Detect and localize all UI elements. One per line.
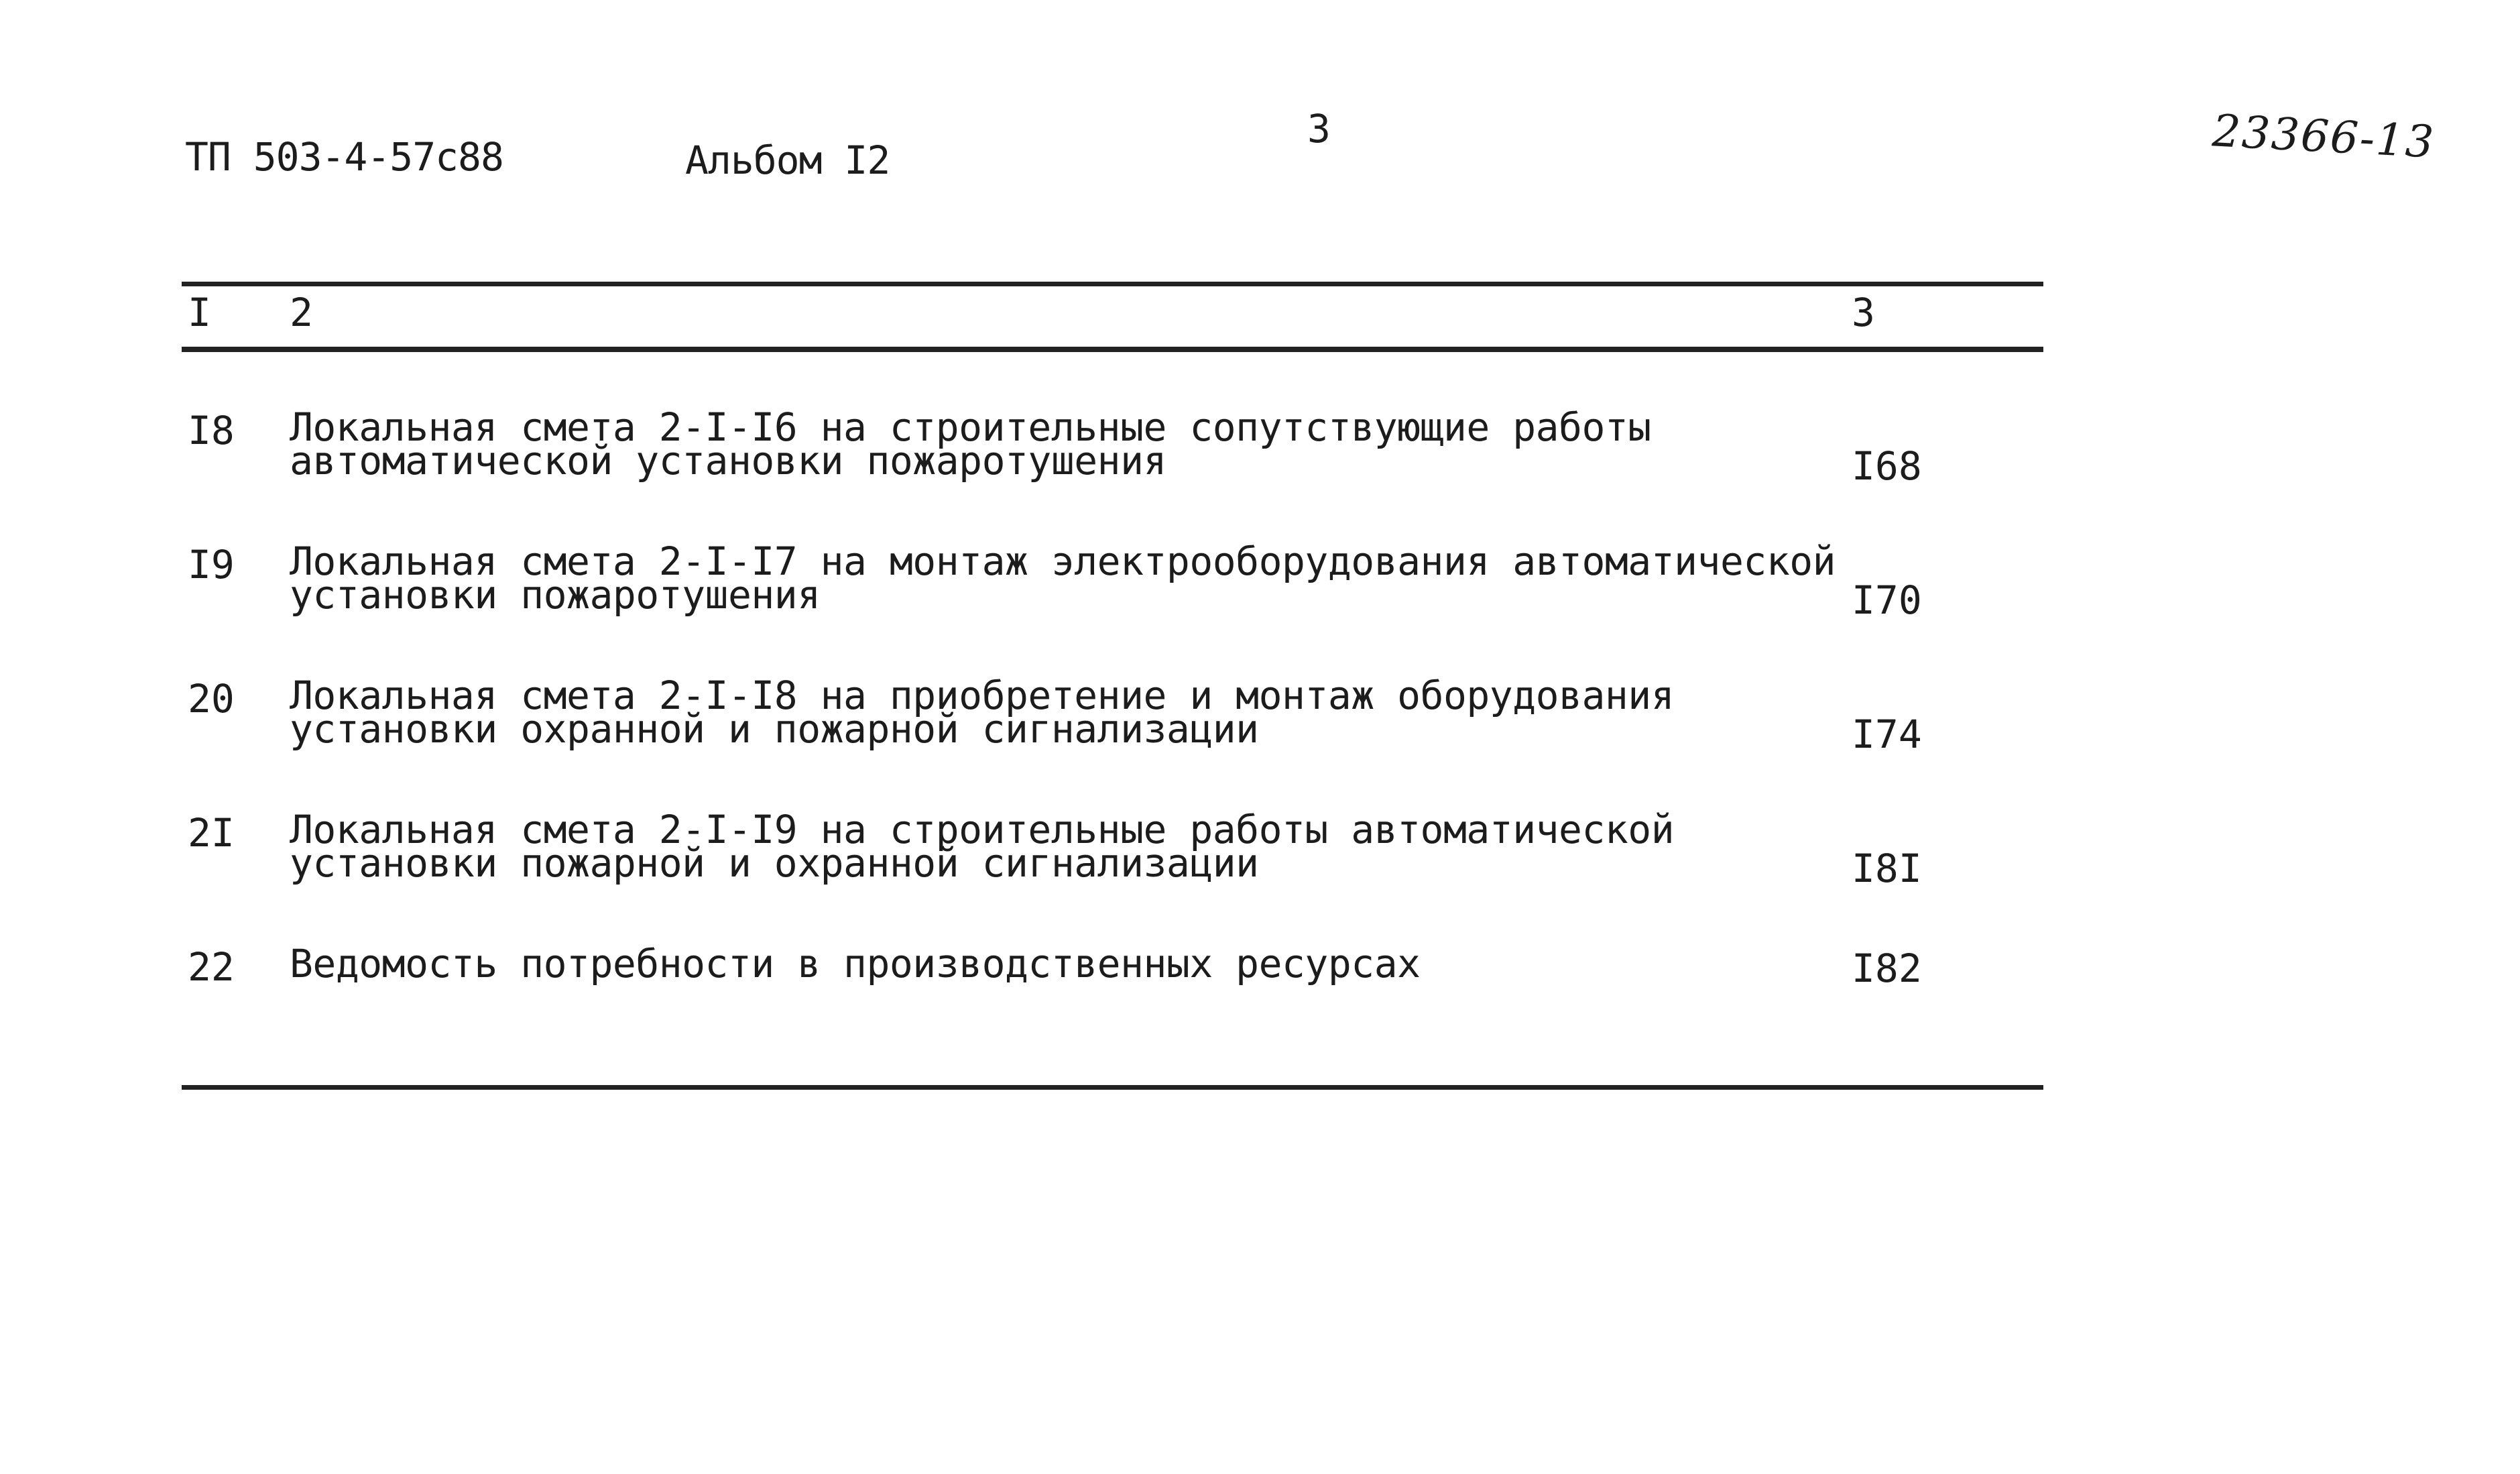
row-title-line: Локальная смета 2-I-I6 на строительные сопутствующие работы [290,404,1651,450]
row-title-line: Локальная смета 2-I-I8 на приобретение и монтаж оборудования [290,673,1675,718]
row-number: I8 [188,408,235,453]
row-page: I68 [1852,443,1922,489]
column-header-page: 3 [1852,290,1875,335]
row-number: 20 [188,676,235,722]
row-title-line: Локальная смета 2-I-I9 на строительные работы автоматической [290,807,1675,852]
row-title [290,673,1675,752]
row-number: I9 [188,542,235,587]
row-title [290,404,1651,484]
row-page: I82 [1852,946,1922,991]
album-label: Альбом I2 [685,137,890,183]
row-title-line: установки пожарной и охранной сигнализации [290,840,1259,886]
row-title [290,807,1675,886]
column-header-number: I [188,290,211,335]
page-number: 3 [1307,106,1331,152]
row-title-line: Ведомость потребности в производственных ресурсах [290,941,1421,986]
row-title-line: установки пожаротушения [290,572,821,618]
header-bottom-rule [182,347,2043,352]
table-bottom-rule [182,1085,2043,1090]
table-top-rule [182,282,2043,286]
row-number: 2I [188,810,235,856]
row-title [290,538,1836,618]
column-header-title: 2 [290,290,313,335]
row-title-line: Локальная смета 2-I-I7 на монтаж электрооборудования автоматической [290,538,1836,584]
row-title [290,941,1421,986]
row-title-line: установки охранной и пожарной сигнализации [290,706,1259,752]
row-page: I8I [1852,846,1922,891]
row-number: 22 [188,944,235,990]
document-code: ТП 503-4-57с88 [185,134,503,180]
inventory-number: 23366-13 [2211,105,2437,168]
row-page: I74 [1852,712,1922,757]
row-page: I70 [1852,577,1922,623]
row-title-line: автоматической установки пожаротушения [290,438,1166,484]
